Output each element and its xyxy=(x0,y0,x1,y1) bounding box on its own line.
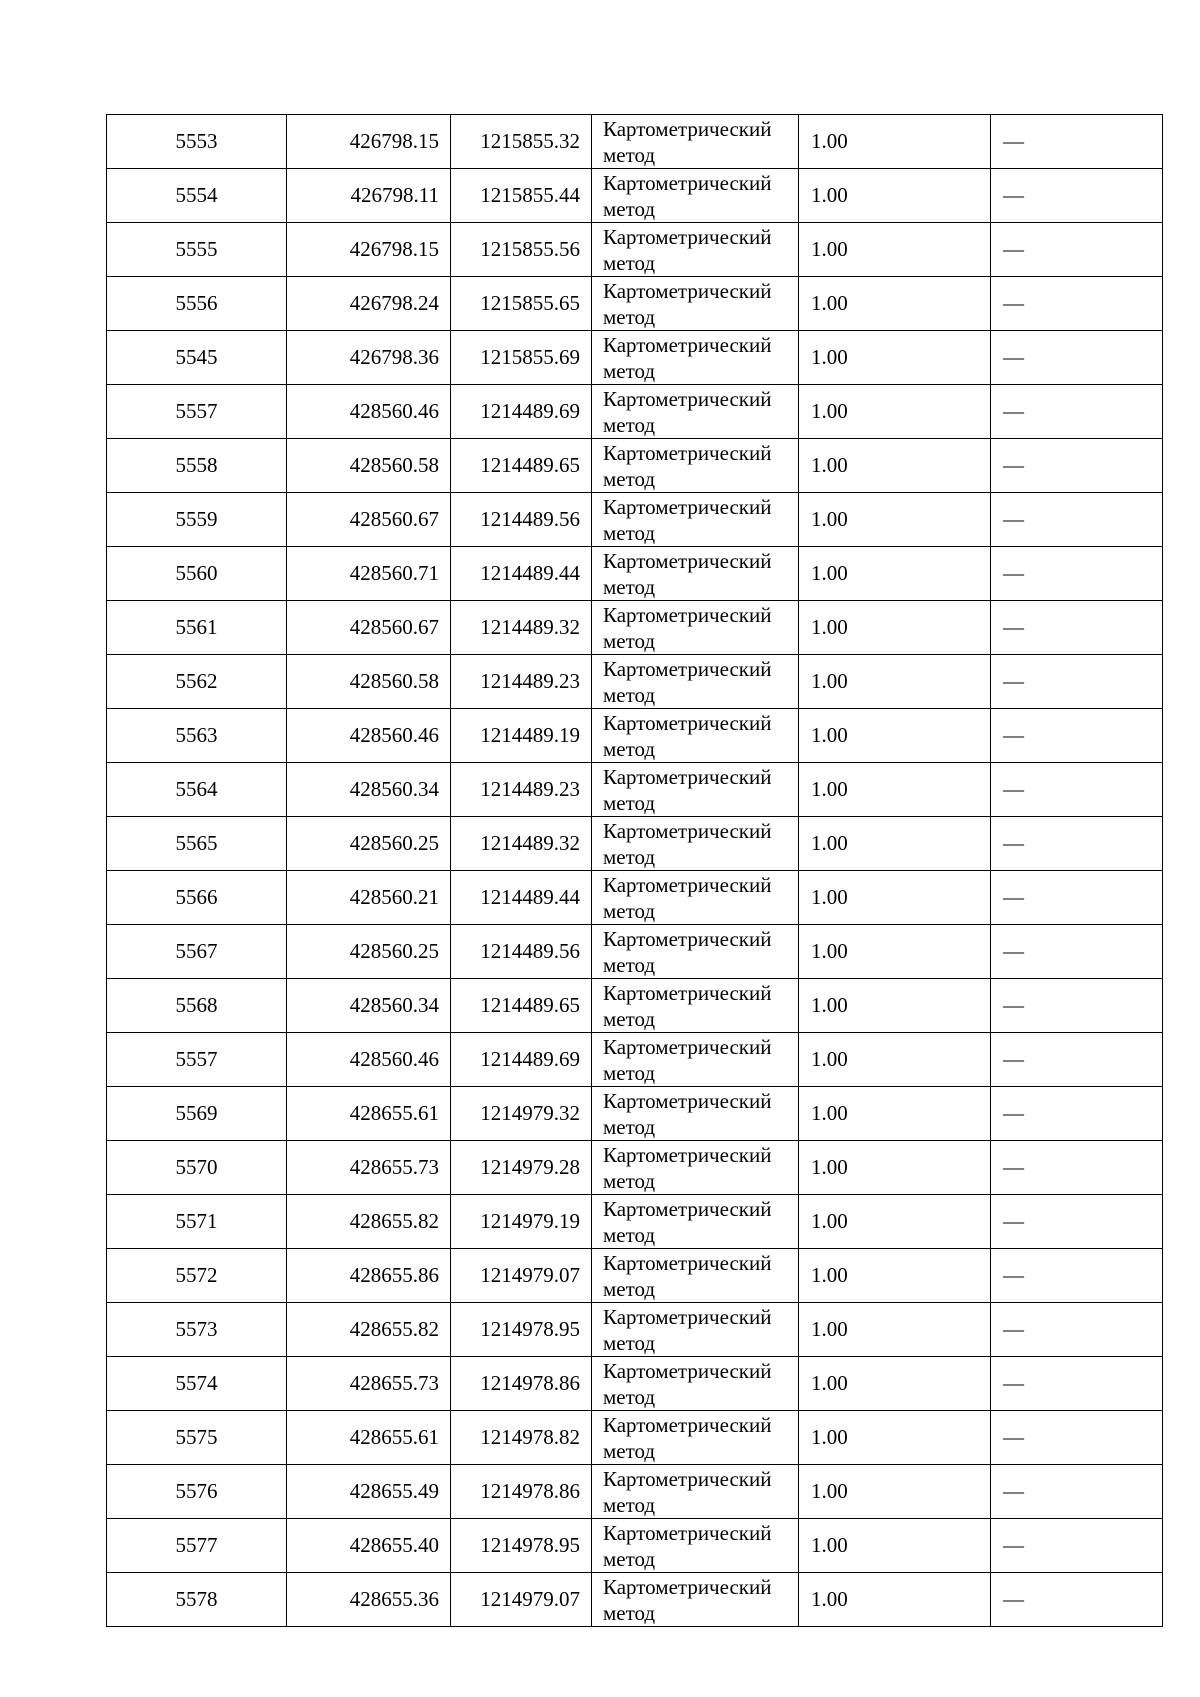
accuracy-cell: 1.00 xyxy=(799,1033,991,1087)
accuracy-cell: 1.00 xyxy=(799,925,991,979)
accuracy-cell: 1.00 xyxy=(799,1519,991,1573)
table-row xyxy=(107,709,1163,763)
method-cell: Картометрический метод xyxy=(592,601,799,655)
note-cell: — xyxy=(991,1465,1163,1519)
table-row xyxy=(107,1411,1163,1465)
note-cell: — xyxy=(991,223,1163,277)
note-cell: — xyxy=(991,817,1163,871)
y-coordinate-cell: 1214978.86 xyxy=(451,1357,592,1411)
note-cell: — xyxy=(991,1249,1163,1303)
point-number-cell: 5571 xyxy=(107,1195,287,1249)
method-cell: Картометрический метод xyxy=(592,1357,799,1411)
x-coordinate-cell: 426798.36 xyxy=(287,331,451,385)
x-coordinate-cell: 428655.86 xyxy=(287,1249,451,1303)
point-number-cell: 5568 xyxy=(107,979,287,1033)
point-number-cell: 5569 xyxy=(107,1087,287,1141)
method-cell: Картометрический метод xyxy=(592,439,799,493)
accuracy-cell: 1.00 xyxy=(799,1195,991,1249)
note-cell: — xyxy=(991,1141,1163,1195)
note-cell: — xyxy=(991,1573,1163,1627)
x-coordinate-cell: 428560.25 xyxy=(287,817,451,871)
y-coordinate-cell: 1214489.32 xyxy=(451,601,592,655)
accuracy-cell: 1.00 xyxy=(799,709,991,763)
point-number-cell: 5557 xyxy=(107,1033,287,1087)
x-coordinate-cell: 428655.73 xyxy=(287,1141,451,1195)
y-coordinate-cell: 1214489.65 xyxy=(451,439,592,493)
y-coordinate-cell: 1214489.23 xyxy=(451,763,592,817)
table-row xyxy=(107,979,1163,1033)
x-coordinate-cell: 428655.73 xyxy=(287,1357,451,1411)
y-coordinate-cell: 1214489.56 xyxy=(451,493,592,547)
y-coordinate-cell: 1214489.65 xyxy=(451,979,592,1033)
note-cell: — xyxy=(991,601,1163,655)
x-coordinate-cell: 428655.82 xyxy=(287,1195,451,1249)
accuracy-cell: 1.00 xyxy=(799,439,991,493)
point-number-cell: 5566 xyxy=(107,871,287,925)
note-cell: — xyxy=(991,277,1163,331)
y-coordinate-cell: 1214489.44 xyxy=(451,547,592,601)
accuracy-cell: 1.00 xyxy=(799,1411,991,1465)
method-cell: Картометрический метод xyxy=(592,1519,799,1573)
table-row xyxy=(107,655,1163,709)
point-number-cell: 5553 xyxy=(107,115,287,169)
method-cell: Картометрический метод xyxy=(592,1033,799,1087)
point-number-cell: 5558 xyxy=(107,439,287,493)
accuracy-cell: 1.00 xyxy=(799,223,991,277)
point-number-cell: 5554 xyxy=(107,169,287,223)
method-cell: Картометрический метод xyxy=(592,871,799,925)
note-cell: — xyxy=(991,1357,1163,1411)
accuracy-cell: 1.00 xyxy=(799,655,991,709)
accuracy-cell: 1.00 xyxy=(799,1141,991,1195)
accuracy-cell: 1.00 xyxy=(799,1465,991,1519)
x-coordinate-cell: 428560.58 xyxy=(287,655,451,709)
point-number-cell: 5567 xyxy=(107,925,287,979)
y-coordinate-cell: 1215855.44 xyxy=(451,169,592,223)
accuracy-cell: 1.00 xyxy=(799,169,991,223)
accuracy-cell: 1.00 xyxy=(799,385,991,439)
table-row xyxy=(107,331,1163,385)
note-cell: — xyxy=(991,1519,1163,1573)
y-coordinate-cell: 1215855.65 xyxy=(451,277,592,331)
point-number-cell: 5577 xyxy=(107,1519,287,1573)
point-number-cell: 5556 xyxy=(107,277,287,331)
note-cell: — xyxy=(991,1411,1163,1465)
note-cell: — xyxy=(991,1303,1163,1357)
point-number-cell: 5560 xyxy=(107,547,287,601)
note-cell: — xyxy=(991,709,1163,763)
table-row xyxy=(107,925,1163,979)
table-row xyxy=(107,1519,1163,1573)
accuracy-cell: 1.00 xyxy=(799,1249,991,1303)
x-coordinate-cell: 428560.58 xyxy=(287,439,451,493)
x-coordinate-cell: 428655.61 xyxy=(287,1411,451,1465)
point-number-cell: 5555 xyxy=(107,223,287,277)
accuracy-cell: 1.00 xyxy=(799,115,991,169)
x-coordinate-cell: 428560.71 xyxy=(287,547,451,601)
y-coordinate-cell: 1214489.44 xyxy=(451,871,592,925)
method-cell: Картометрический метод xyxy=(592,979,799,1033)
note-cell: — xyxy=(991,385,1163,439)
method-cell: Картометрический метод xyxy=(592,1465,799,1519)
method-cell: Картометрический метод xyxy=(592,115,799,169)
table-row xyxy=(107,1195,1163,1249)
x-coordinate-cell: 428560.46 xyxy=(287,709,451,763)
table-row xyxy=(107,1249,1163,1303)
point-number-cell: 5565 xyxy=(107,817,287,871)
method-cell: Картометрический метод xyxy=(592,763,799,817)
point-number-cell: 5561 xyxy=(107,601,287,655)
point-number-cell: 5545 xyxy=(107,331,287,385)
method-cell: Картометрический метод xyxy=(592,709,799,763)
method-cell: Картометрический метод xyxy=(592,1573,799,1627)
note-cell: — xyxy=(991,979,1163,1033)
note-cell: — xyxy=(991,439,1163,493)
table-row xyxy=(107,547,1163,601)
y-coordinate-cell: 1214978.95 xyxy=(451,1519,592,1573)
method-cell: Картометрический метод xyxy=(592,925,799,979)
point-number-cell: 5564 xyxy=(107,763,287,817)
note-cell: — xyxy=(991,331,1163,385)
x-coordinate-cell: 426798.15 xyxy=(287,115,451,169)
x-coordinate-cell: 428560.21 xyxy=(287,871,451,925)
accuracy-cell: 1.00 xyxy=(799,277,991,331)
table-row xyxy=(107,871,1163,925)
note-cell: — xyxy=(991,1033,1163,1087)
table-row xyxy=(107,277,1163,331)
point-number-cell: 5570 xyxy=(107,1141,287,1195)
method-cell: Картометрический метод xyxy=(592,1141,799,1195)
note-cell: — xyxy=(991,925,1163,979)
note-cell: — xyxy=(991,655,1163,709)
y-coordinate-cell: 1214489.69 xyxy=(451,385,592,439)
accuracy-cell: 1.00 xyxy=(799,493,991,547)
x-coordinate-cell: 428655.49 xyxy=(287,1465,451,1519)
table-row xyxy=(107,601,1163,655)
x-coordinate-cell: 428560.34 xyxy=(287,979,451,1033)
point-number-cell: 5559 xyxy=(107,493,287,547)
y-coordinate-cell: 1214978.95 xyxy=(451,1303,592,1357)
point-number-cell: 5572 xyxy=(107,1249,287,1303)
point-number-cell: 5578 xyxy=(107,1573,287,1627)
y-coordinate-cell: 1214489.69 xyxy=(451,1033,592,1087)
accuracy-cell: 1.00 xyxy=(799,1357,991,1411)
point-number-cell: 5557 xyxy=(107,385,287,439)
accuracy-cell: 1.00 xyxy=(799,1087,991,1141)
y-coordinate-cell: 1214489.23 xyxy=(451,655,592,709)
method-cell: Картометрический метод xyxy=(592,223,799,277)
accuracy-cell: 1.00 xyxy=(799,1573,991,1627)
y-coordinate-cell: 1214489.19 xyxy=(451,709,592,763)
table-row xyxy=(107,1357,1163,1411)
x-coordinate-cell: 428560.46 xyxy=(287,385,451,439)
y-coordinate-cell: 1214978.82 xyxy=(451,1411,592,1465)
accuracy-cell: 1.00 xyxy=(799,601,991,655)
x-coordinate-cell: 428655.40 xyxy=(287,1519,451,1573)
table-row xyxy=(107,493,1163,547)
note-cell: — xyxy=(991,871,1163,925)
x-coordinate-cell: 428560.46 xyxy=(287,1033,451,1087)
accuracy-cell: 1.00 xyxy=(799,871,991,925)
method-cell: Картометрический метод xyxy=(592,655,799,709)
point-number-cell: 5574 xyxy=(107,1357,287,1411)
accuracy-cell: 1.00 xyxy=(799,1303,991,1357)
y-coordinate-cell: 1215855.56 xyxy=(451,223,592,277)
x-coordinate-cell: 428560.67 xyxy=(287,493,451,547)
y-coordinate-cell: 1214979.07 xyxy=(451,1573,592,1627)
table-row xyxy=(107,1087,1163,1141)
table-row xyxy=(107,385,1163,439)
y-coordinate-cell: 1214979.19 xyxy=(451,1195,592,1249)
note-cell: — xyxy=(991,547,1163,601)
y-coordinate-cell: 1214489.32 xyxy=(451,817,592,871)
table-row xyxy=(107,115,1163,169)
x-coordinate-cell: 428560.34 xyxy=(287,763,451,817)
note-cell: — xyxy=(991,115,1163,169)
accuracy-cell: 1.00 xyxy=(799,331,991,385)
x-coordinate-cell: 428560.67 xyxy=(287,601,451,655)
note-cell: — xyxy=(991,1195,1163,1249)
table-row xyxy=(107,1465,1163,1519)
accuracy-cell: 1.00 xyxy=(799,979,991,1033)
x-coordinate-cell: 428655.82 xyxy=(287,1303,451,1357)
method-cell: Картометрический метод xyxy=(592,1087,799,1141)
y-coordinate-cell: 1215855.32 xyxy=(451,115,592,169)
point-number-cell: 5575 xyxy=(107,1411,287,1465)
coordinates-table-body xyxy=(107,115,1163,1627)
accuracy-cell: 1.00 xyxy=(799,817,991,871)
note-cell: — xyxy=(991,169,1163,223)
x-coordinate-cell: 428655.61 xyxy=(287,1087,451,1141)
method-cell: Картометрический метод xyxy=(592,1249,799,1303)
table-row xyxy=(107,169,1163,223)
note-cell: — xyxy=(991,1087,1163,1141)
y-coordinate-cell: 1214489.56 xyxy=(451,925,592,979)
x-coordinate-cell: 426798.15 xyxy=(287,223,451,277)
point-number-cell: 5573 xyxy=(107,1303,287,1357)
method-cell: Картометрический метод xyxy=(592,547,799,601)
point-number-cell: 5563 xyxy=(107,709,287,763)
table-row xyxy=(107,1033,1163,1087)
x-coordinate-cell: 428560.25 xyxy=(287,925,451,979)
method-cell: Картометрический метод xyxy=(592,385,799,439)
accuracy-cell: 1.00 xyxy=(799,547,991,601)
table-row xyxy=(107,1303,1163,1357)
coordinates-table xyxy=(106,114,1163,1627)
method-cell: Картометрический метод xyxy=(592,1411,799,1465)
method-cell: Картометрический метод xyxy=(592,331,799,385)
method-cell: Картометрический метод xyxy=(592,1195,799,1249)
method-cell: Картометрический метод xyxy=(592,817,799,871)
point-number-cell: 5576 xyxy=(107,1465,287,1519)
method-cell: Картометрический метод xyxy=(592,493,799,547)
y-coordinate-cell: 1215855.69 xyxy=(451,331,592,385)
table-row xyxy=(107,1573,1163,1627)
note-cell: — xyxy=(991,763,1163,817)
y-coordinate-cell: 1214979.32 xyxy=(451,1087,592,1141)
method-cell: Картометрический метод xyxy=(592,169,799,223)
table-row xyxy=(107,439,1163,493)
table-row xyxy=(107,223,1163,277)
y-coordinate-cell: 1214979.07 xyxy=(451,1249,592,1303)
x-coordinate-cell: 426798.11 xyxy=(287,169,451,223)
y-coordinate-cell: 1214979.28 xyxy=(451,1141,592,1195)
x-coordinate-cell: 426798.24 xyxy=(287,277,451,331)
table-row xyxy=(107,763,1163,817)
y-coordinate-cell: 1214978.86 xyxy=(451,1465,592,1519)
method-cell: Картометрический метод xyxy=(592,1303,799,1357)
accuracy-cell: 1.00 xyxy=(799,763,991,817)
x-coordinate-cell: 428655.36 xyxy=(287,1573,451,1627)
note-cell: — xyxy=(991,493,1163,547)
table-row xyxy=(107,1141,1163,1195)
point-number-cell: 5562 xyxy=(107,655,287,709)
table-row xyxy=(107,817,1163,871)
method-cell: Картометрический метод xyxy=(592,277,799,331)
